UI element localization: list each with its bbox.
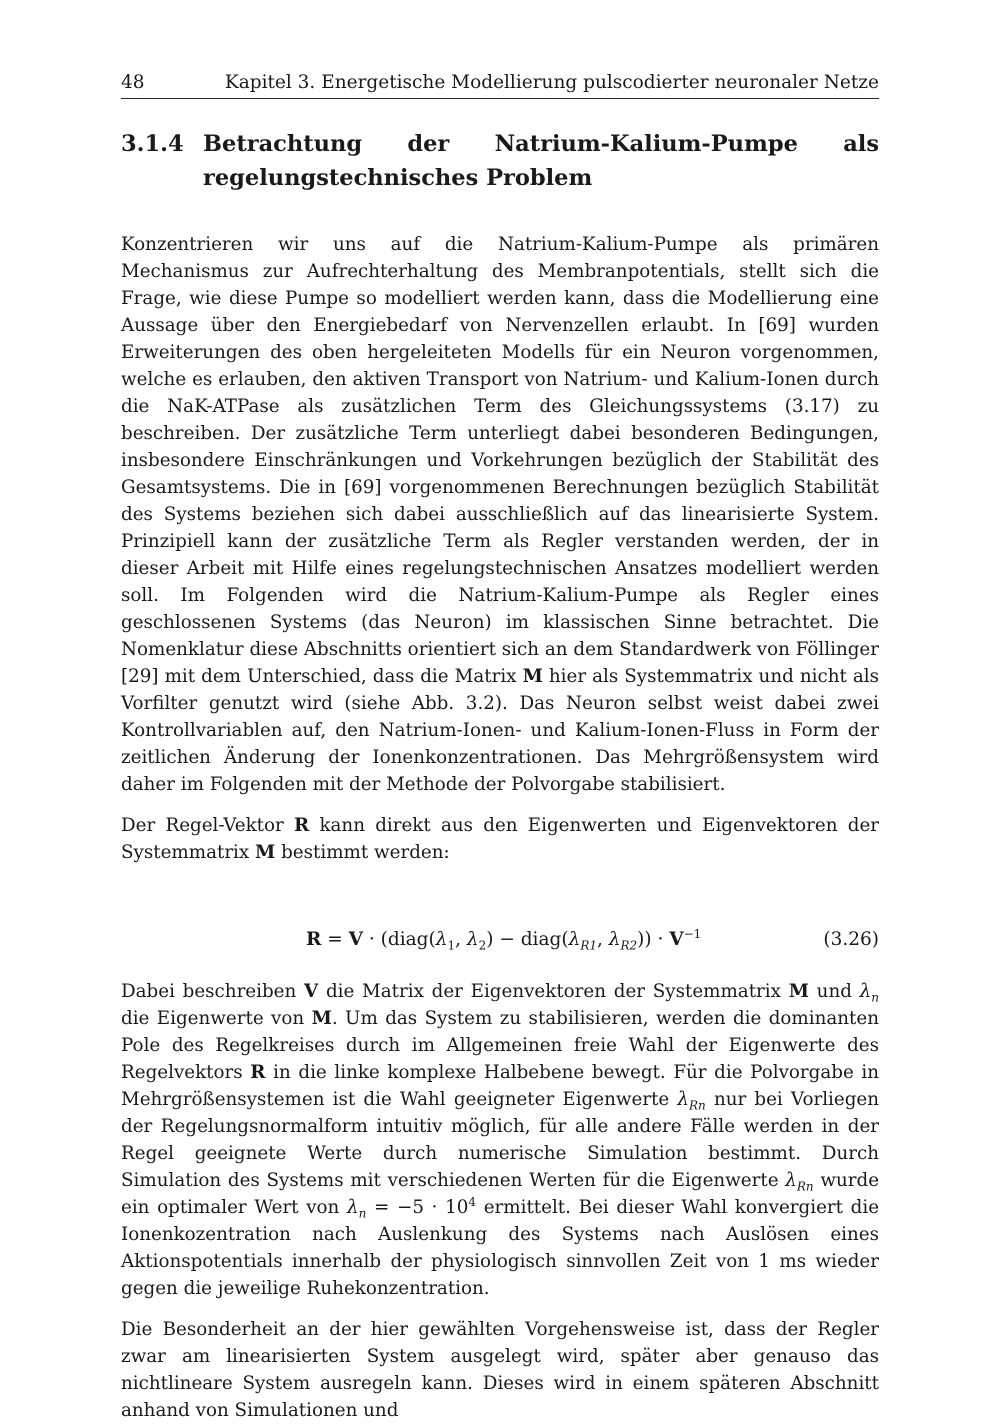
vector-symbol: R (250, 1062, 266, 1083)
matrix-symbol: M (788, 981, 809, 1002)
paragraph-2 (121, 812, 879, 866)
paragraph-1-tail: hier als Systemmatrix und nicht als Vorfilter genutzt wird (siehe Abb. 3.2). Das Neuron selbst weist dabei zwei Kontrollvariablen auf, den Natrium-Ionen- und Kalium-Ionen-Fluss in Form der zeitlichen Änderung der Ionenkonzentrationen. Das Mehrgrößensystem wird daher im Folgenden mit der Methode der Polvorgabe stabilisiert. (121, 666, 880, 795)
subscript: Rn (796, 1179, 814, 1194)
p3-text: . Um das System zu stabilisieren, werden die dominanten Pole des Regelkreises durch im Allgemeinen freie Wahl der Eigenwerte des Regelvektors (121, 1008, 879, 1083)
lambda-symbol: λ (785, 1170, 797, 1191)
page-number: 48 (121, 72, 145, 93)
page (121, 70, 879, 1424)
eq-minus-diag: ) − diag( (486, 929, 569, 950)
eq-lambda: λ (466, 929, 479, 950)
p2-text-c: bestimmt werden: (281, 842, 450, 863)
lambda-symbol: λ (677, 1089, 689, 1110)
chapter-title: Kapitel 3. Energetische Modellierung pulscodierter neuronaler Netze (224, 72, 879, 93)
subscript: n (358, 1206, 367, 1221)
paragraph-1 (121, 231, 879, 798)
matrix-symbol: M (311, 1008, 332, 1029)
eq-equals: = (321, 929, 349, 950)
section-heading (121, 127, 879, 195)
paragraph-4-text: Die Besonderheit an der hier gewählten Vorgehensweise ist, dass der Regler zwar am linearisierten System ausgelegt wird, später aber genauso das nichtlineare System ausregeln kann. Dieses wird in einem späteren Abschnitt anhand von Simulationen und (121, 1319, 879, 1421)
eq-V: V (669, 929, 684, 950)
p2-text-a: Der Regel-Vektor (121, 815, 284, 836)
equation-number: (3.26) (823, 929, 879, 950)
eq-V: V (348, 929, 363, 950)
eq-sub: R2 (620, 938, 638, 953)
eq-lambda: λ (435, 929, 448, 950)
p3-text: ermittelt. Bei dieser Wahl konvergiert die Ionenkozentration nach Auslenkung des Systems nach Auslösen eines Aktionspotentials innerhalb der physiologisch sinnvollen Zeit von 1 ms wieder gegen die jeweilige Ruhekonzentration. (121, 1197, 880, 1299)
running-head (121, 70, 879, 99)
vector-symbol: R (294, 815, 310, 836)
matrix-symbol: M (255, 842, 276, 863)
p3-text: in die linke komplexe Halbebene bewegt. Für die Polvorgabe in Mehrgrößensystemen ist die Wahl geeigneter Eigenwerte (121, 1062, 880, 1110)
paragraph-4 (121, 1316, 879, 1424)
section-title: Betrachtung der Natrium-Kalium-Pumpe als regelungstechnisches Problem (203, 131, 879, 191)
p3-text: wurde ein optimaler Wert von (121, 1170, 880, 1218)
subscript: Rn (689, 1098, 706, 1113)
p3-text: Dabei beschreiben (121, 981, 297, 1002)
subscript: n (871, 990, 879, 1005)
eq-lambda: λ (568, 929, 581, 950)
eq-R: R (306, 929, 322, 950)
lambda-symbol: λ (859, 981, 872, 1002)
matrix-symbol: M (522, 666, 543, 687)
lambda-symbol: λ (347, 1197, 359, 1218)
p2-text-b: kann direkt aus den Eigenwerten und Eigenvektoren der Systemmatrix (121, 815, 880, 863)
eq-sub: R1 (580, 938, 597, 953)
p3-text: und (816, 981, 852, 1002)
eq-comma: , (455, 929, 467, 950)
p3-text: nur bei Vorliegen der Regelungsnormalform intuitiv möglich, für alle andere Fälle werden in der Regel geeignete Werte durch numerische Simulation bestimmt. Durch Simulation des Systems mit verschiedenen Werten für die Eigenwerte (121, 1089, 880, 1191)
eq-sub: 2 (478, 938, 487, 953)
eq-lambda: λ (608, 929, 621, 950)
eq-close: )) · (637, 929, 670, 950)
equation-3-26 (121, 926, 879, 954)
eq-diag-open: · (diag( (363, 929, 436, 950)
p3-text: die Matrix der Eigenvektoren der Systemmatrix (325, 981, 781, 1002)
paragraph-3 (121, 978, 879, 1302)
eq-sub: 1 (447, 938, 456, 953)
p3-text: die Eigenwerte von (121, 1008, 305, 1029)
optimal-value: = −5 · 10 (374, 1197, 469, 1218)
paragraph-1-text: Konzentrieren wir uns auf die Natrium-Kalium-Pumpe als primären Mechanismus zur Aufrechterhaltung des Membranpotentials, stellt sich die Frage, wie diese Pumpe so modelliert werden kann, dass die Modellierung eine Aussage über den Energiebedarf von Nervenzellen erlaubt. In [69] wurden Erweiterungen des oben hergeleiteten Modells für ein Neuron vorgenommen, welche es erlauben, den aktiven Transport von Natrium- und Kalium-Ionen durch die NaK-ATPase als zusätzlichen Term des Gleichungssystems (3.17) zu beschreiben. Der zusätzliche Term unterliegt dabei besonderen Bedingungen, insbesondere Einschränkungen und Vorkehrungen bezüglich der Stabilität des Gesamtsystems. Die in [69] vorgenommenen Berechnungen bezüglich Stabilität des Systems beziehen sich dabei ausschließlich auf das linearisierte System. Prinzipiell kann der zusätzliche Term als Regler verstanden werden, der in dieser Arbeit mit Hilfe eines regelungstechnischen Ansatzes modelliert werden soll. Im Folgenden wird die Natrium-Kalium-Pumpe als Regler eines geschlossenen Systems (das Neuron) im klassischen Sinne betrachtet. Die Nomenklatur diese Abschnitts orientiert sich an dem Standardwerk von Föllinger [29] mit dem Unterschied, dass die Matrix (121, 234, 879, 687)
eq-comma: , (596, 929, 609, 950)
equation-formula (306, 926, 701, 954)
matrix-symbol: V (304, 981, 319, 1002)
exponent: 4 (468, 1194, 477, 1209)
section-number: 3.1.4 (121, 131, 184, 157)
eq-inverse: −1 (683, 926, 702, 941)
